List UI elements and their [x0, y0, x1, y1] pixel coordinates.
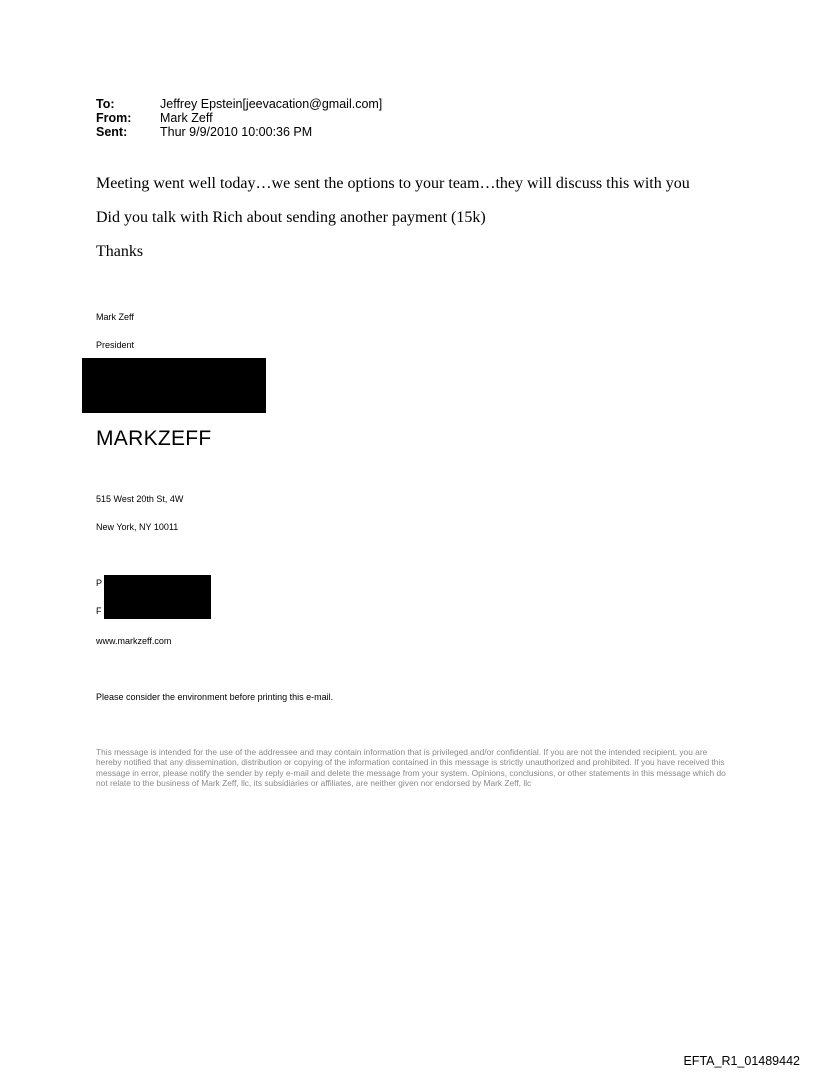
signature-title: President: [96, 340, 135, 350]
fax-prefix: F: [96, 606, 102, 616]
redaction-block-logo: [82, 358, 266, 413]
body-paragraph-2: Did you talk with Rich about sending another payment (15k): [96, 209, 486, 226]
environment-note: Please consider the environment before printing this e-mail.: [96, 692, 334, 702]
website-link: www.markzeff.com: [96, 636, 172, 646]
to-label: To:: [96, 97, 115, 111]
phone-prefix: P: [96, 578, 103, 588]
address-line-2: New York, NY 10011: [96, 522, 179, 532]
company-brand: MARKZEFF: [96, 427, 212, 450]
legal-disclaimer: This message is intended for the use of the addressee and may contain information that is privileged and/or confidential. If you are not the intended recipient, you are hereby notified that any dissemination, distribution or copying of the information contained in this message is strictly unauthorized and prohibited. If you have received this message in error, please notify the sender by reply e-mail and delete the message from your system. Opinions, conclusions, or other statements in this message which do not relate to the business of Mark Zeff, llc, its subsidiaries or affiliates, are neither given nor endorsed by Mark Zeff, llc: [96, 747, 726, 788]
body-paragraph-3: Thanks: [96, 243, 144, 260]
to-value: Jeffrey Epstein[jeevacation@gmail.com]: [160, 97, 383, 111]
document-id: EFTA_R1_01489442: [683, 1054, 800, 1068]
sent-label: Sent:: [96, 125, 128, 139]
redaction-block-contact: [104, 575, 211, 619]
body-paragraph-1: Meeting went well today…we sent the options to your team…they will discuss this with you: [96, 175, 690, 192]
address-line-1: 515 West 20th St, 4W: [96, 494, 184, 504]
sent-value: Thur 9/9/2010 10:00:36 PM: [160, 125, 313, 139]
from-value: Mark Zeff: [160, 111, 213, 125]
from-label: From:: [96, 111, 132, 125]
signature-name: Mark Zeff: [96, 312, 134, 322]
